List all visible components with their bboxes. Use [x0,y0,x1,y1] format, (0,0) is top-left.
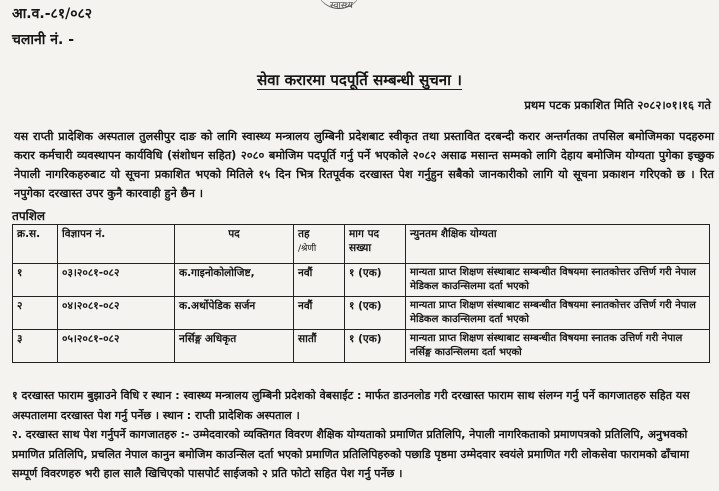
row-ad-no: ०५।२०८१-०८२ [58,330,175,363]
published-date: प्रथम पटक प्रकाशित मिति २०८२।०१।१६ गते [524,98,711,112]
table-header-row [13,225,710,264]
row-qualification: मान्यता प्राप्त शिक्षण संस्थाबाट सम्बन्धीत विषयमा स्नातकोत्तर उत्तिर्ण गरी नेपाल मेडिकल काउन्सिलमा दर्ता भएको [406,264,710,297]
row-ad-no: ०३।२०८१-०८२ [58,264,175,297]
header-level: तह /श्रेणी [294,225,345,264]
row-sn: २ [13,297,58,330]
vacancy-table [12,224,710,363]
notice-title: सेवा करारमा पदपूर्ति सम्बन्धी सुचना । [257,71,462,89]
row-post: नर्सिङ्ग अधिकृत [175,330,294,363]
header-ad-no: विज्ञापन नं. [58,225,175,264]
row-demand: १ (एक) [345,264,406,297]
dispatch-number: चलानी नं. - [12,32,75,48]
header-post: पद [175,225,294,264]
row-sn: १ [13,264,58,297]
table-row [13,330,710,363]
note-application-method: १ दरखास्त फाराम बुझाउने विधि र स्थान : स्वास्थ्य मन्त्रालय लुम्बिनी प्रदेशको वेबसाईट : मार्फत डाउनलोड गरी दरखास्त फाराम साथ संलग्न गर्नु पर्ने कागजातहरु सहित यस अस्पतालमा दरखास्त पेश गर्नु पर्नेछ । स्थान : राप्ती प्रादेशिक अस्पताल । [12,389,690,422]
notice-body: यस राप्ती प्रादेशिक अस्पताल तुलसीपुर दाङ को लागि स्वास्थ्य मन्त्रालय लुम्बिनी प्रदेशबाट स्वीकृत तथा प्रस्तावित दरबन्दी करार अन्तर्गतका तपसिल बमोजिमका पदहरुमा करार कर्मचारी व्यवस्थापन कार्यविधि (संशोधन सहित) २०८० बमोजिम पदपूर्ति गर्नु पर्ने भएकोले २०८२ असाढ मसान्त सम्मको लागि देहाय बमोजिम योग्यता पुगेका इच्छुक नेपाली नागरिकहरुबाट यो सूचना प्रकाशित भएको मितिले १५ दिन भित्र रितपूर्वक दरखास्त पेश गर्नुहुन सबैको जानकारीको लागि यो सूचना प्रकाशन गरिएको छ । रित नपुगेका दरखास्त उपर कुनै कारवाही हुने छैन । [14,130,714,200]
row-post: क.अर्थोपेडिक सर्जन [175,297,294,330]
row-qualification: मान्यता प्राप्त शिक्षण संस्थाबाट सम्बन्धीत विषयमा स्नातकोत्तर उत्तिर्ण गरी नेपाल मेडिकल काउन्सिलमा दर्ता भएको [406,297,710,330]
row-demand: १ (एक) [345,330,406,363]
table-caption: तपशिल [12,209,46,223]
row-post: क.गाइनोकोलोजिष्ट, [175,264,294,297]
row-sn: ३ [13,330,58,363]
note-required-documents: २. दरखास्त साथ पेश गर्नुपर्ने कागजातहरु :- उम्मेदवारको व्यक्तिगत विवरण शैक्षिक योग्यताको प्रमाणित प्रतिलिपि, नेपाली नागरिकताको प्रमाणपत्रको प्रतिलिपि, अनुभवको प्रमाणित प्रतिलिपि, प्रचलित नेपाल कानुन बमोजिम काउन्सिल दर्ता भएको प्रमाणित प्रतिलिपिहरुको पछाडि पृष्ठमा उम्मेदवार स्वयंले प्रमाणित गरी लोकसेवा फारामको ढाँचामा सम्पूर्ण विवरणहरु भरी हाल सालै खिचिएको पासपोर्ट साईजको २ प्रति फोटो सहित पेश गर्नु पर्नेछ । [12,428,690,480]
row-level: सातौं [294,330,345,363]
row-level: नवौं [294,297,345,330]
table-row [13,264,710,297]
reference-number: आ.व.-८१/०८२ [12,6,93,22]
row-qualification: मान्यता प्राप्त शिक्षण संस्थाबाट सम्बन्धीत विषयमा स्नातक उत्तिर्ण गरी नेपाल नर्सिङ्ग काउन्सिलमा दर्ता भएको [406,330,710,363]
header-qualification: न्युनतम शैक्षिक योग्यता [406,225,710,264]
logo-text: स्वास्थ्य [330,1,353,11]
header-demand: माग पद सख्या [345,225,406,264]
row-level: नवौं [294,264,345,297]
table-row [13,297,710,330]
notes-section [12,386,712,484]
row-ad-no: ०४।२०८१-०८२ [58,297,175,330]
row-demand: १ (एक) [345,297,406,330]
header-sn: क्र.स. [13,225,58,264]
